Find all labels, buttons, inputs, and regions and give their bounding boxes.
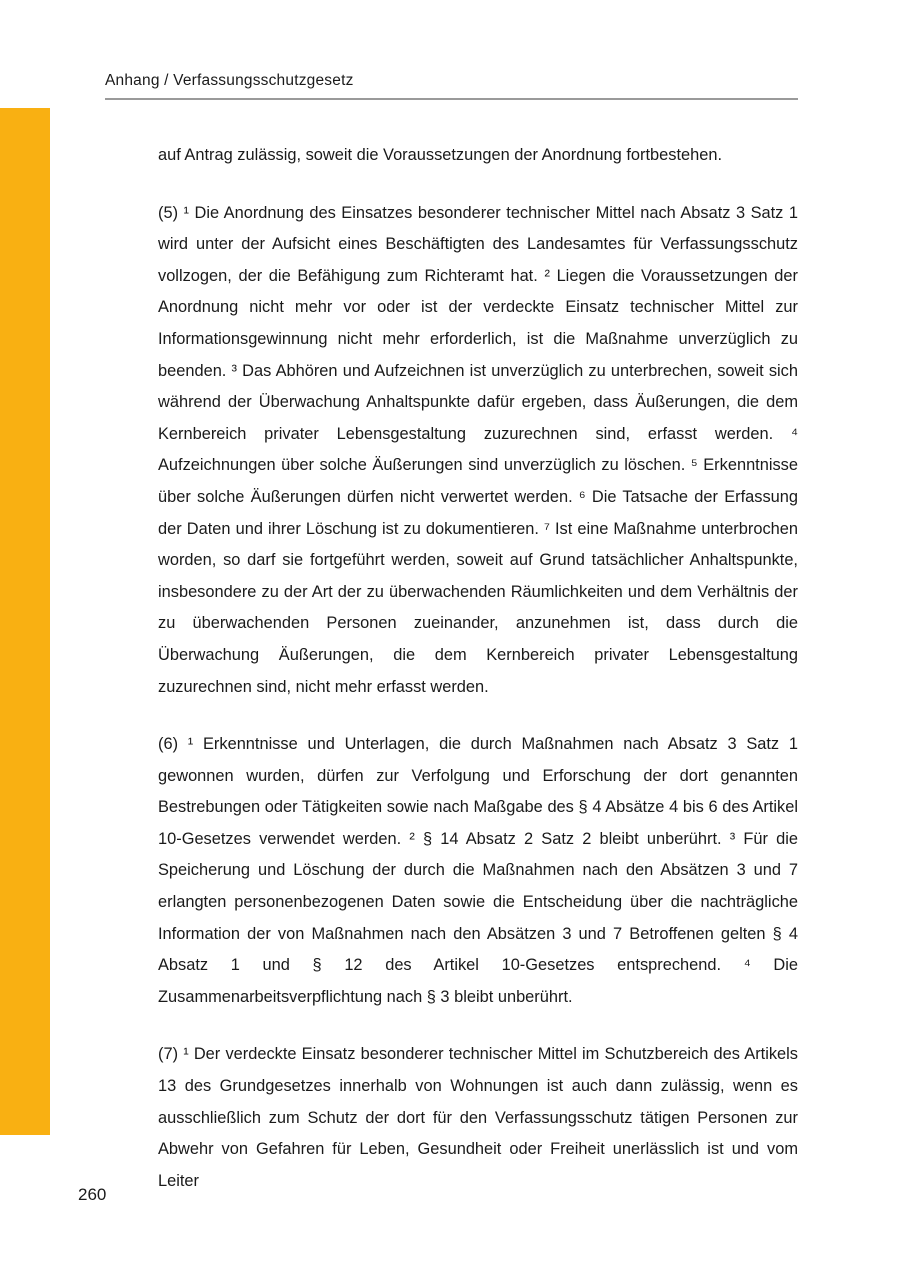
paragraph-continuation: auf Antrag zulässig, soweit die Voraussetzungen der Anordnung fortbestehen. — [158, 146, 723, 164]
running-head — [105, 72, 798, 100]
paragraph-absatz-6: (6) ¹ Erkenntnisse und Unterlagen, die durch Maßnahmen nach Absatz 3 Satz 1 gewonnen wurden, dürfen zur Verfolgung und Erforschung der dort genannten Bestrebungen oder Tätigkeiten sowie nach Maßgabe des § 4 Absätze 4 bis 6 des Artikel 10-Gesetzes verwendet werden. ² § 14 Absatz 2 Satz 2 bleibt unberührt. ³ Für die Speicherung und Löschung der durch die Maßnahmen nach den Absätzen 3 und 7 erlangten personenbezogenen Daten sowie die Entscheidung über die nachträgliche Information der von Maßnahmen nach den Absätzen 3 und 7 Betroffenen gelten § 4 Absatz 1 und § 12 des Artikel 10-Gesetzes entsprechend. ⁴ Die Zusammenarbeitsverpflichtung nach § 3 bleibt unberührt. — [158, 735, 798, 1006]
paragraph-absatz-5: (5) ¹ Die Anordnung des Einsatzes besonderer technischer Mittel nach Absatz 3 Satz 1 wird unter der Aufsicht eines Beschäftigten des Landesamtes für Verfassungsschutz vollzogen, der die Befähigung zum Richteramt hat. ² Liegen die Voraussetzungen der Anordnung nicht mehr vor oder ist der verdeckte Einsatz technischer Mittel zur Informationsgewinnung nicht mehr erforderlich, ist die Maßnahme unverzüglich zu beenden. ³ Das Abhören und Aufzeichnen ist unverzüglich zu unterbrechen, soweit sich während der Überwachung Anhaltspunkte dafür ergeben, dass Äußerungen, die dem Kernbereich privater Lebensgestaltung zuzurechnen sind, erfasst werden. ⁴ Aufzeichnungen über solche Äußerungen sind unverzüglich zu löschen. ⁵ Erkenntnisse über solche Äußerungen dürfen nicht verwertet werden. ⁶ Die Tatsache der Erfassung der Daten und ihrer Löschung ist zu dokumentieren. ⁷ Ist eine Maßnahme unterbrochen worden, so darf sie fortgeführt werden, soweit auf Grund tatsächlicher Anhaltspunkte, insbesondere zu der Art der zu überwachenden Räumlichkeiten und dem Verhältnis der zu überwachenden Personen zueinander, anzunehmen ist, dass durch die Überwachung Äußerungen, die dem Kernbereich privater Lebensgestaltung zuzurechnen sind, nicht mehr erfasst werden. — [158, 203, 798, 696]
paragraph-absatz-7: (7) ¹ Der verdeckte Einsatz besonderer technischer Mittel im Schutzbereich des Artikels 13 des Grundgesetzes innerhalb von Wohnungen ist auch dann zulässig, wenn es ausschließlich zum Schutz der dort für den Verfassungsschutz tätigen Personen zur Abwehr von Gefahren für Leben, Gesundheit oder Freiheit unerlässlich ist und vom Leiter — [158, 1045, 798, 1190]
running-head-text: Anhang / Verfassungsschutzgesetz — [105, 72, 354, 89]
body-text-column — [158, 140, 798, 1197]
running-head-rule — [105, 98, 798, 100]
page-number: 260 — [78, 1185, 107, 1204]
